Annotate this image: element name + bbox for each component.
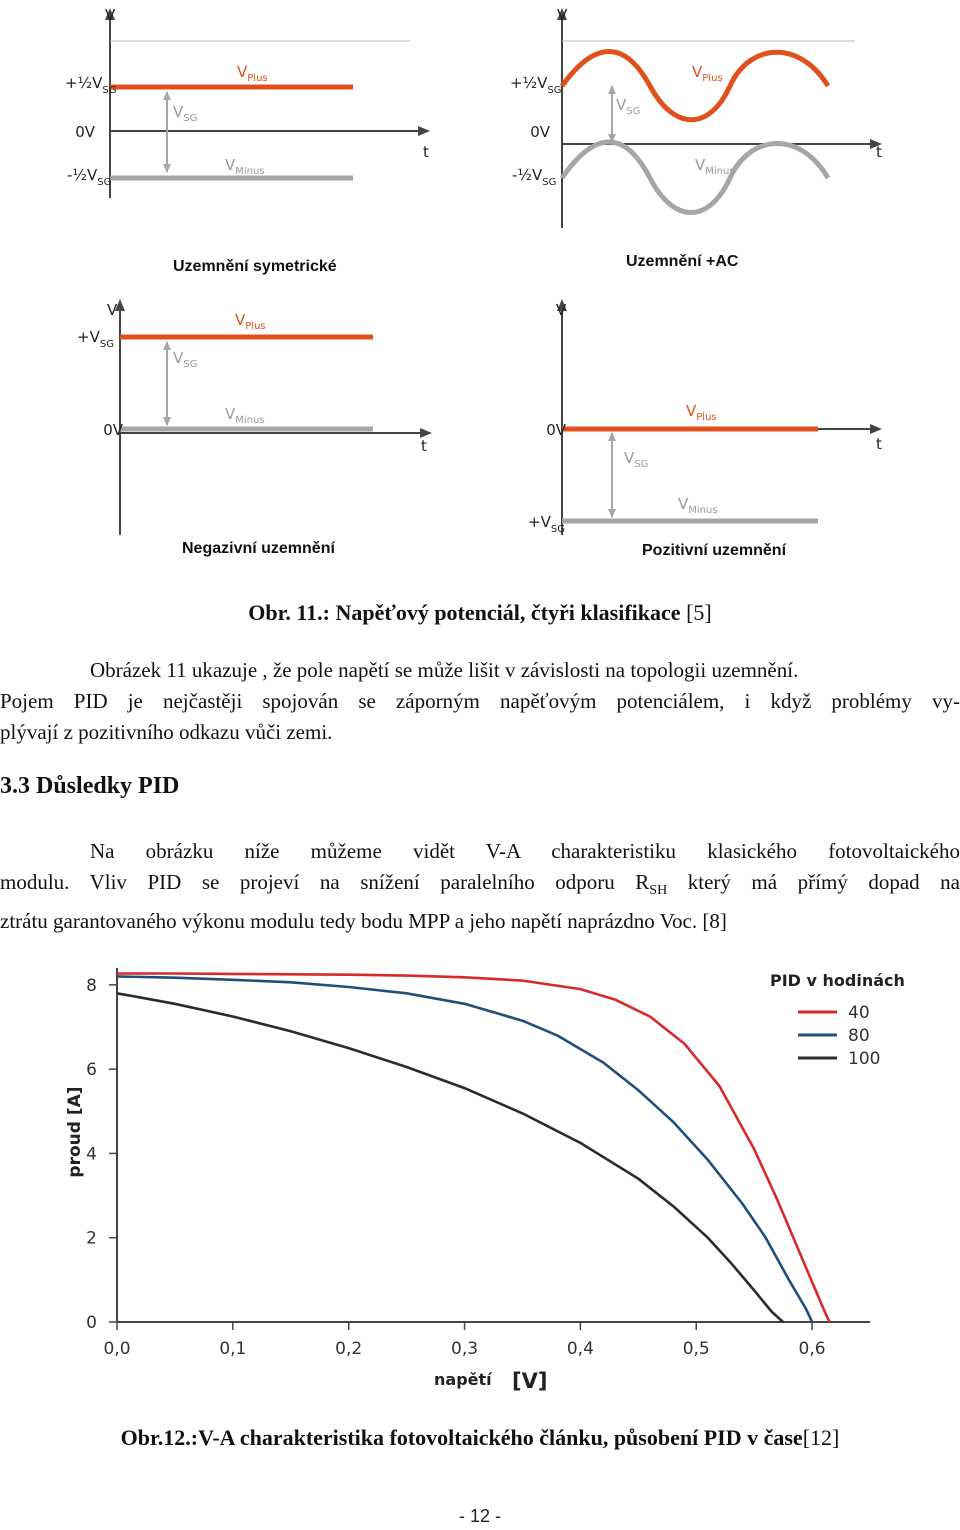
x-tick-label: 0,1 [219, 1339, 247, 1359]
x-tick-label: 0,4 [566, 1339, 594, 1359]
caption-text: Obr. 11.: Napěťový potenciál, čtyři klasifikace [248, 600, 687, 625]
t-axis-arrow [418, 126, 430, 136]
axis-v-label: V [107, 301, 118, 319]
x-tick-label: 0,3 [451, 1339, 479, 1359]
series-line-40 [117, 974, 830, 1323]
paragraph-1 [0, 655, 960, 748]
axis-v-label: V [557, 6, 568, 24]
figure12-caption [0, 1425, 960, 1451]
vminus-label: $V_{Minus}$ [225, 156, 265, 177]
paragraph-line: ztrátu garantovaného výkonu modulu tedy bodu MPP a jeho napětí naprázdno Voc. [8] [0, 909, 727, 934]
axis-t-label: t [421, 437, 427, 455]
ylabel-zero: 0V [530, 123, 550, 141]
legend-label-100: 100 [848, 1049, 881, 1069]
y-tick-label: 2 [86, 1228, 97, 1249]
diagram-title: Pozitivní uzemnění [642, 542, 787, 559]
vminus-sine [562, 142, 828, 213]
axis-t-label: t [423, 143, 429, 161]
diagram-symmetric [55, 0, 435, 285]
legend-title: PID v hodinách [770, 971, 905, 990]
diagram-title: Uzemnění symetrické [173, 258, 337, 275]
ylabel-bottom: $-\frac{1}{2}V_{SG}$ [67, 166, 112, 188]
vsg-label: $V_{SG}$ [624, 449, 649, 470]
series-line-80 [117, 976, 812, 1322]
vplus-label: $V_{Plus}$ [692, 63, 723, 84]
diagram-negative [55, 295, 435, 570]
vsg-label: $V_{SG}$ [173, 349, 198, 370]
caption-reference: [5] [686, 600, 712, 625]
diagram-ac [500, 0, 900, 285]
paragraph-line: Obrázek 11 ukazuje , že pole napětí se může lišit v závislosti na topologii uzemnění. [90, 658, 799, 682]
y-axis-label: proud [A] [65, 1086, 85, 1178]
vsg-label: $V_{SG}$ [616, 96, 641, 117]
legend-label-40: 40 [848, 1003, 870, 1023]
paragraph-2 [0, 836, 960, 937]
ylabel-top: $+V_{SG}$ [77, 328, 114, 350]
x-tick-label: 0,5 [682, 1339, 710, 1359]
reference: [8] [702, 909, 727, 934]
paragraph-line: Na obrázku níže můžeme vidět V-A charakteristiku klasického fotovoltaického [90, 839, 960, 863]
vsg-label: $V_{SG}$ [173, 103, 198, 124]
ylabel-zero: 0V [103, 421, 123, 439]
y-tick-label: 8 [86, 975, 97, 996]
x-tick-label: 0,6 [798, 1339, 826, 1359]
diagram-positive [500, 295, 900, 570]
paragraph-line: modulu. Vliv PID se projeví na snížení paralelního odporu $R_{SH}$ který má přímý dopad na [0, 870, 960, 899]
paragraph-line: plývají z pozitivního odkazu vůči zemi. [0, 720, 333, 744]
vminus-label: $V_{Minus}$ [678, 495, 718, 516]
ylabel-bottom: $-\frac{1}{2}V_{SG}$ [512, 166, 557, 188]
caption-text: Obr.12.:V-A charakteristika fotovoltaického článku, působení PID v čase [120, 1425, 803, 1450]
axis-v-label: V [105, 6, 116, 24]
section-heading: 3.3 Důsledky PID [0, 773, 180, 799]
vminus-label: $V_{Minus}$ [225, 405, 265, 426]
x-axis-unit: [V] [512, 1369, 548, 1393]
axis-t-label: t [876, 143, 882, 161]
legend-label-80: 80 [848, 1026, 870, 1046]
subscript-sh: SH [649, 883, 668, 899]
ylabel-zero: 0V [75, 123, 95, 141]
vplus-label: $V_{Plus}$ [686, 402, 717, 423]
ylabel-top: $+\frac{1}{2}V_{SG}$ [65, 74, 117, 96]
figure11-caption [0, 600, 960, 626]
y-tick-label: 4 [86, 1144, 97, 1165]
x-tick-label: 0,2 [335, 1339, 363, 1359]
vplus-sine [562, 52, 828, 120]
axis-v-label: V [556, 301, 567, 319]
paragraph-line: Pojem PID je nejčastěji spojován se záporným napěťovým potenciálem, i když problémy vy- [0, 689, 960, 713]
x-tick-label: 0,0 [103, 1339, 131, 1359]
ylabel-zero: 0V [546, 421, 566, 439]
vminus-label: $V_{Minus}$ [695, 156, 735, 177]
ylabel-bottom: $+V_{SG}$ [528, 513, 565, 535]
vplus-label: $V_{Plus}$ [237, 63, 268, 84]
caption-reference: [12] [802, 1425, 840, 1450]
axis-t-label: t [876, 435, 882, 453]
y-tick-label: 6 [86, 1060, 97, 1081]
ylabel-top: $+\frac{1}{2}V_{SG}$ [510, 74, 562, 96]
va-chart [50, 960, 920, 1400]
legend [798, 1003, 880, 1069]
page-number: - 12 - [458, 1506, 501, 1526]
y-tick-label: 0 [86, 1313, 97, 1333]
x-axis-label: napětí [434, 1370, 492, 1389]
diagram-title: Uzemnění +AC [626, 253, 739, 270]
diagram-title: Negazivní uzemnění [182, 540, 335, 557]
vplus-label: $V_{Plus}$ [235, 311, 266, 332]
